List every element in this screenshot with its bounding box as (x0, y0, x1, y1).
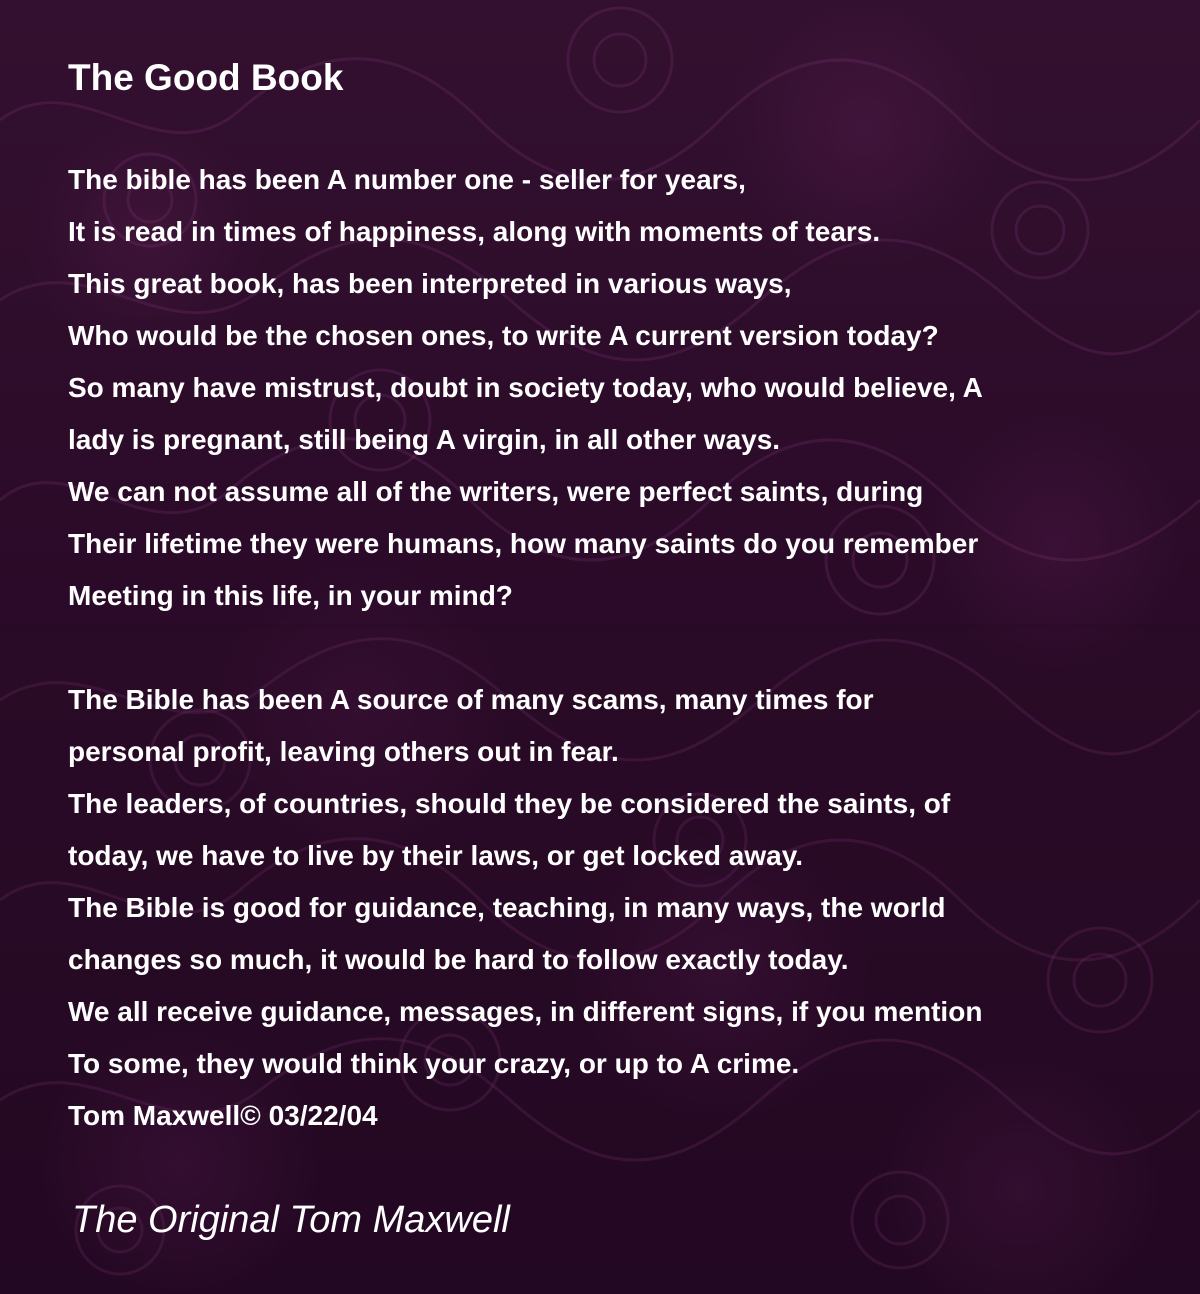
poem-line: Meeting in this life, in your mind? (68, 580, 513, 611)
poem-line: So many have mistrust, doubt in society today, who would believe, A (68, 372, 983, 403)
stanza-break (68, 622, 983, 674)
poem-title: The Good Book (68, 57, 344, 98)
poem-line: lady is pregnant, still being A virgin, in all other ways. (68, 424, 781, 455)
poem-line: To some, they would think your crazy, or up to A crime. (68, 1048, 800, 1079)
poem-line: The bible has been A number one - seller for years, (68, 164, 746, 195)
poem-body (68, 154, 983, 1142)
poem-author: The Original Tom Maxwell (72, 1199, 510, 1241)
poem-line: Who would be the chosen ones, to write A current version today? (68, 320, 939, 351)
poem-line: Their lifetime they were humans, how many saints do you remember (68, 528, 979, 559)
poem-line: Tom Maxwell© 03/22/04 (68, 1100, 378, 1131)
poem-line: The Bible is good for guidance, teaching, in many ways, the world (68, 892, 946, 923)
poem-line: The leaders, of countries, should they be considered the saints, of (68, 788, 951, 819)
poem-line: changes so much, it would be hard to follow exactly today. (68, 944, 849, 975)
poem-line: It is read in times of happiness, along with moments of tears. (68, 216, 881, 247)
poem-line: This great book, has been interpreted in various ways, (68, 268, 792, 299)
poem-line: We can not assume all of the writers, were perfect saints, during (68, 476, 924, 507)
poem-line: personal profit, leaving others out in fear. (68, 736, 619, 767)
poem-line: We all receive guidance, messages, in different signs, if you mention (68, 996, 983, 1027)
poem-line: today, we have to live by their laws, or get locked away. (68, 840, 803, 871)
poem-line: The Bible has been A source of many scams, many times for (68, 684, 874, 715)
